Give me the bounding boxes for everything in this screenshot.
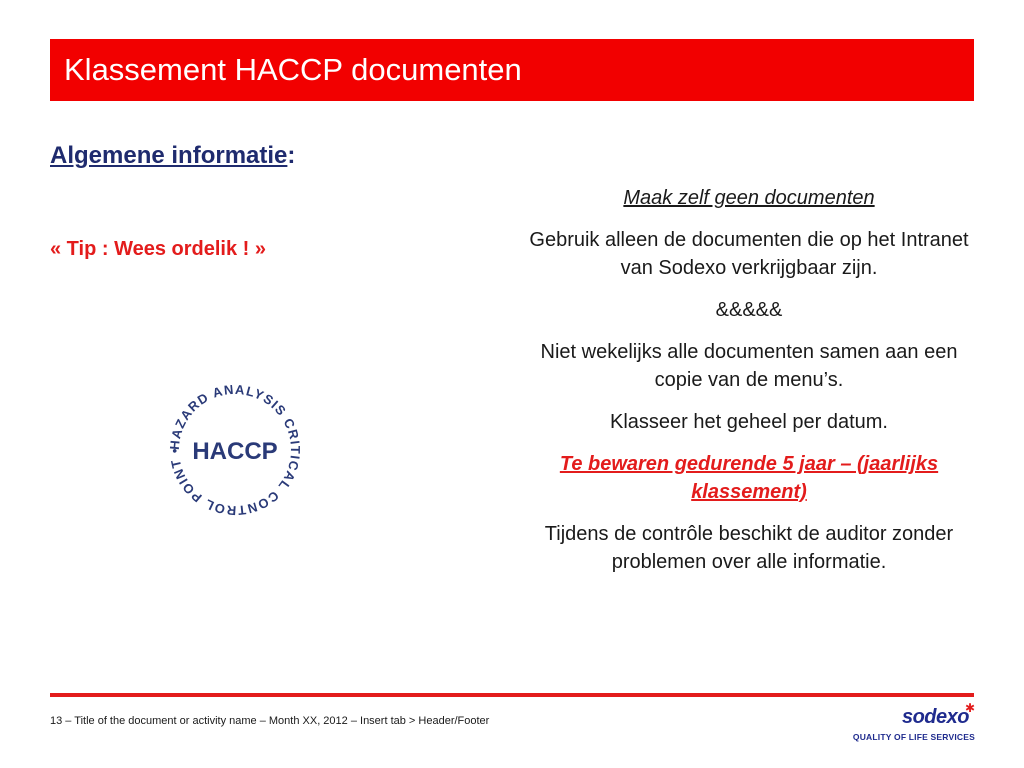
info-line-4: Niet wekelijks alle documenten samen aan een copie van de menu’s. xyxy=(540,341,958,391)
haccp-seal-icon xyxy=(160,376,310,524)
info-line-5: Klasseer het geheel per datum. xyxy=(610,411,888,433)
title-bar xyxy=(50,39,974,101)
info-line-1: Maak zelf geen documenten xyxy=(623,187,875,209)
info-line-7: Tijdens de contrôle beschikt de auditor zonder problemen over alle informatie. xyxy=(544,523,954,573)
info-line-6: Te bewaren gedurende 5 jaar – (jaarlijks klassement) xyxy=(559,453,939,503)
sodexo-logo xyxy=(852,701,975,746)
tip-text: « Tip : Wees ordelik ! » xyxy=(50,238,266,260)
slide-title: Klassement HACCP documenten xyxy=(64,52,522,87)
info-line-2: Gebruik alleen de documenten die op het Intranet van Sodexo verkrijgbaar zijn. xyxy=(529,229,969,279)
logo-center-text: HACCP xyxy=(192,438,278,465)
footer-text: 13 – Title of the document or activity name – Month XX, 2012 – Insert tab > Header/Footer xyxy=(50,715,490,727)
logo-ring-text: HAZARD ANALYSIS CRITICAL CONTROL POINT • xyxy=(166,381,304,519)
info-line-3: &&&&& xyxy=(715,299,783,321)
section-heading xyxy=(50,142,295,170)
section-heading-text: Algemene informatie xyxy=(50,142,288,169)
section-heading-colon: : xyxy=(287,142,296,169)
footer-divider xyxy=(50,693,974,697)
star-icon: ✱ xyxy=(964,701,975,715)
haccp-logo xyxy=(160,376,310,524)
brand-name: sodexo xyxy=(901,706,969,728)
brand-tagline: QUALITY OF LIFE SERVICES xyxy=(852,732,975,742)
right-column xyxy=(520,184,978,590)
